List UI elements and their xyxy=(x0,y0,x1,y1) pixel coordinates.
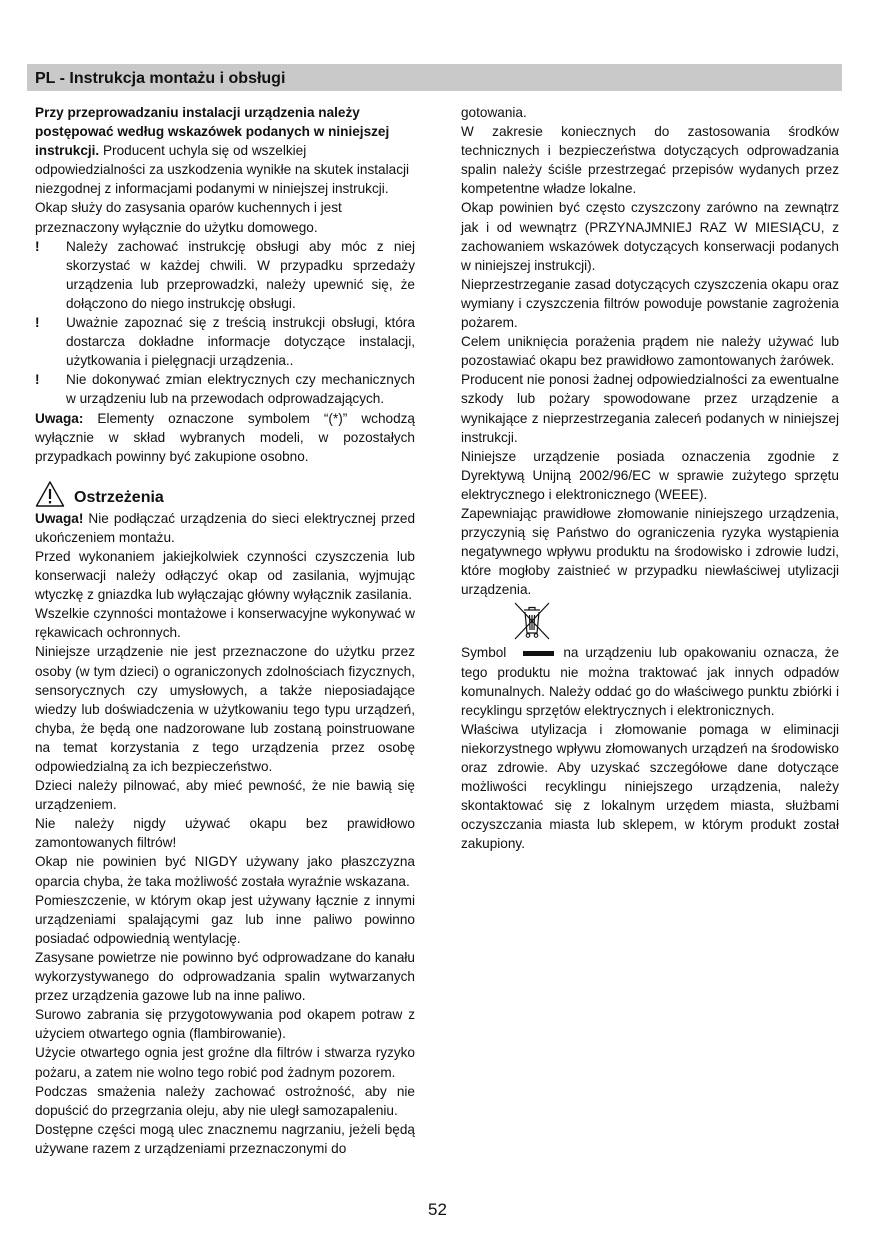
section-title: PL - Instrukcja montażu i obsługi xyxy=(35,70,286,87)
body-paragraph: W zakresie koniecznych do zastosowania środków technicznych i bezpieczeństwa dotyczących odprowadzania spalin należy ściśle przestrzegać przepisów wydanych przez kompetentne władze lokalne. xyxy=(461,124,839,197)
bullet-text: Nie dokonywać zmian elektrycznych czy mechanicznych w urządzeniu lub na przewodach odprowadzających. xyxy=(66,372,415,407)
symbol-paragraph xyxy=(461,643,839,719)
bullet-item xyxy=(35,237,415,313)
body-paragraph: Producent nie ponosi żadnej odpowiedzialności za ewentualne szkody lub pożary spowodowane przez urządzenie a wynikające z nieprzestrzegania zaleceń podanych w niniejszej instrukcji. xyxy=(461,372,839,445)
left-column xyxy=(35,103,415,1158)
body-paragraph: gotowania. xyxy=(461,105,527,120)
bullet-text: Uważnie zapoznać się z treścią instrukcji obsługi, która dostarcza dokładne informacje dotyczące instalacji, użytkowania i pielęgnacji urządzenia.. xyxy=(66,315,415,369)
body-paragraph: Okap nie powinien być NIGDY używany jako płaszczyzna oparcia chyba, że taka możliwość została wyraźnie wskazana. xyxy=(35,854,415,889)
body-paragraph: Wszelkie czynności montażowe i konserwacyjne wykonywać w rękawicach ochronnych. xyxy=(35,606,415,641)
body-paragraph: Okap powinien być często czyszczony zarówno na zewnątrz jak i od wewnątrz (PRZYNAJMNIEJ RAZ W MIESIĄCU, z zachowaniem wskazówek dotyczących konserwacji podanych w niniejszej instrukcji). xyxy=(461,200,839,273)
body-paragraph: Zapewniając prawidłowe złomowanie niniejszego urządzenia, przyczynią się Państwo do ograniczenia ryzyka wystąpienia negatywnego wpływu produktu na środowisko i zdrowie ludzi, które mogłoby zaistnieć w przypadku niewłaściwej utylizacji urządzenia. xyxy=(461,505,839,598)
black-bar-symbol-icon xyxy=(523,651,554,656)
exclamation-icon: ! xyxy=(35,315,40,331)
body-paragraph: Surowo zabrania się przygotowywania pod okapem potraw z użyciem otwartego ognia (flambirowanie). xyxy=(35,1007,415,1042)
body-paragraph: Dzieci należy pilnować, aby mieć pewność, że nie bawią się urządzeniem. xyxy=(35,778,415,813)
bullet-text: Należy zachować instrukcję obsługi aby móc z niej skorzystać w każdej chwili. W przypadku sprzedaży urządzenia lub przeprowadzki, należy upewnić się, że dołączono do niego instrukcję obsługi. xyxy=(66,238,415,311)
body-paragraph: Celem uniknięcia porażenia prądem nie należy używać lub pozostawiać okapu bez prawidłowo zamontowanych żarówek. xyxy=(461,334,839,369)
body-paragraph: Właściwa utylizacja i złomowanie pomaga w eliminacji niekorzystnego wpływu złomowanych urządzeń na środowisko oraz zdrowie. Aby uzyskać szczegółowe dane dotyczące możliwości recyklingu niniejszego urządzenia, należy skontaktować się z lokalnym urzędem miasta, służbami oczyszczania miasta lub sklepem, w którym produkt został zakupiony. xyxy=(461,721,839,852)
exclamation-icon: ! xyxy=(35,372,40,388)
crossed-bin-icon xyxy=(512,600,552,642)
body-paragraph: Nieprzestrzeganie zasad dotyczących czyszczenia okapu oraz wymiany i czyszczenia filtrów powoduje powstanie zagrożenia pożarem. xyxy=(461,276,839,331)
body-paragraph: Pomieszczenie, w którym okap jest używany łącznie z innymi urządzeniami spalającymi gaz lub inne paliwo powinno posiadać odpowiednią wentylację. xyxy=(35,892,415,946)
body-paragraph: Przed wykonaniem jakiejkolwiek czynności czyszczenia lub konserwacji należy odłączyć okap od zasilania, wyjmując wtyczkę z gniazdka lub wyłączając główny wyłącznik zasilania. xyxy=(35,548,415,603)
intro-bold-text: Przy przeprowadzaniu instalacji urządzenia należy postępować według wskazówek podanych w niniejszej instrukcji. xyxy=(35,105,390,159)
bullet-item xyxy=(35,370,415,408)
right-column xyxy=(461,103,839,853)
bullet-item xyxy=(35,313,415,370)
note-text: Elementy oznaczone symbolem “(*)” wchodzą wyłącznie w skład wybranych modeli, w pozostałych przypadkach powinny być zakupione osobno. xyxy=(35,410,415,464)
page-number: 52 xyxy=(428,1200,447,1219)
symbol-text: na urządzeniu lub opakowaniu oznacza, że tego produktu nie można traktować jak innych odpadów komunalnych. Należy oddać go do właściwego punktu zbiórki i recyklingu sprzętów elektrycznych i elektronicznych. xyxy=(461,645,839,718)
intro-paragraph xyxy=(35,103,415,198)
section-header xyxy=(27,64,842,91)
warnings-heading xyxy=(35,476,415,508)
weee-symbol-area xyxy=(461,599,839,643)
intro-text: Producent uchyla się od wszelkiej odpowiedzialności za uszkodzenia wynikłe na skutek instalacji niezgodnej z informacjami podanymi w niniejszej instrukcji. xyxy=(35,143,410,197)
body-paragraph: Podczas smażenia należy zachować ostrożność, aby nie dopuścić do przegrzania oleju, aby nie uległ samozapaleniu. xyxy=(35,1083,415,1118)
body-paragraph: Nie należy nigdy używać okapu bez prawidłowo zamontowanych filtrów! xyxy=(35,816,415,851)
warnings-title: Ostrzeżenia xyxy=(74,488,164,506)
note-paragraph xyxy=(35,409,415,466)
warning-paragraph xyxy=(35,509,415,547)
body-paragraph: Niniejsze urządzenie posiada oznaczenia zgodnie z Dyrektywą Unijną 2002/96/EC w sprawie zużytego sprzętu elektrycznego i elektronicznego (WEEE). xyxy=(461,448,839,502)
note-label: Uwaga: xyxy=(35,410,84,426)
body-paragraph: Niniejsze urządzenie nie jest przeznaczone do użytku przez osoby (w tym dzieci) o ograniczonych zdolnościach fizycznych, sensorycznych czy umysłowych, a także nieposiadające wiedzy lub doświadczenia w użytkowaniu tego typu urządzeń, chyba, że będą one nadzorowane lub zostaną poinstruowane na temat korzystania z tego urządzenia przez osobę odpowiedzialną za ich bezpieczeństwo. xyxy=(35,644,415,774)
warning-text: Nie podłączać urządzenia do sieci elektrycznej przed ukończeniem montażu. xyxy=(35,510,415,545)
warning-triangle-icon xyxy=(35,480,65,508)
purpose-paragraph: Okap służy do zasysania oparów kuchennych i jest przeznaczony wyłącznie do użytku domowego. xyxy=(35,200,342,235)
symbol-word: Symbol xyxy=(461,645,507,661)
body-paragraph: Zasysane powietrze nie powinno być odprowadzane do kanału wykorzystywanego do odprowadzania spalin wytwarzanych przez urządzenia gazowe lub na inne paliwo. xyxy=(35,949,415,1004)
body-paragraph: Dostępne części mogą ulec znacznemu nagrzaniu, jeżeli będą używane razem z urządzeniami przeznaczonymi do xyxy=(35,1121,415,1156)
body-paragraph: Użycie otwartego ognia jest groźne dla filtrów i stwarza ryzyko pożaru, a zatem nie wolno tego robić pod żadnym pozorem. xyxy=(35,1045,415,1080)
warning-label: Uwaga! xyxy=(35,510,84,526)
exclamation-icon: ! xyxy=(35,238,40,254)
